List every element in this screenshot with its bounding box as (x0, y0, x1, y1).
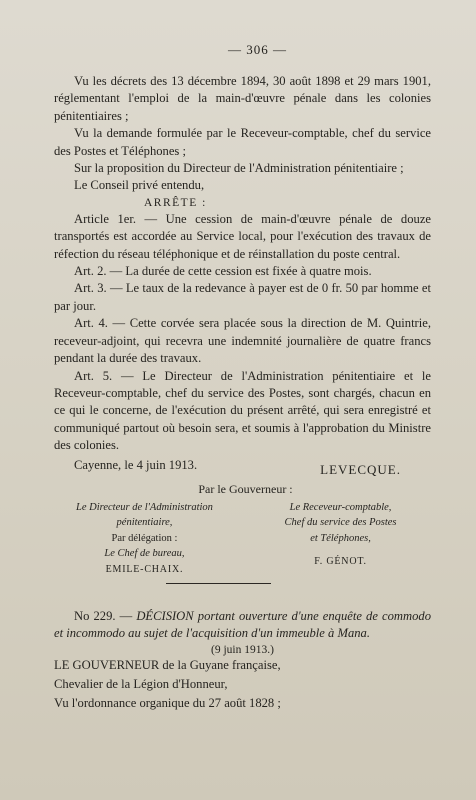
left-signature-block (54, 500, 235, 578)
left-sign-line3: Par délégation : (111, 532, 178, 544)
decision-date: (9 juin 1913.) (211, 644, 274, 657)
decision-title: DÉCISION portant ouverture d'une enquête de commodo et incommodo au sujet de l'acquisition d'un immeuble à Mana. (54, 609, 431, 641)
par-le-gouverneur: Par le Gouverneur : (198, 481, 293, 496)
preamble-demande: Vu la demande formulée par le Receveur-comptable, chef du service des Postes et Téléphones ; (54, 126, 431, 158)
article-5: Art. 5. — Le Directeur de l'Administration pénitentiaire et le Receveur-comptable, chef du service des Postes, sont chargés, chacun en ce qui le concerne, de l'exécution du présent arrêté, qui sera enregistré et communiqué partout où besoin sera, et soumis à l'approbation du Ministre des colonies. (54, 368, 431, 453)
right-sign-line2: Chef du service des Postes (284, 517, 397, 529)
article-4: Art. 4. — Cette corvée sera placée sous la direction de M. Quintrie, receveur-adjoint, qui recevra une indemnité journalière de quatre francs pendant la durée des travaux. (54, 316, 431, 366)
preamble-conseil: Le Conseil privé entendu, (74, 178, 205, 193)
preamble-proposition: Sur la proposition du Directeur de l'Administration pénitentiaire ; (74, 161, 404, 176)
date-place: Cayenne, le 4 juin 1913. (74, 457, 198, 472)
arrete-heading: ARRÊTE : (144, 196, 207, 209)
decision-heading (54, 608, 431, 642)
signature-columns (54, 500, 431, 578)
decision-number: No 229. — (74, 609, 133, 624)
right-signature-block (250, 500, 431, 578)
decision-ordonnance: Vu l'ordonnance organique du 27 août 1828 ; (54, 696, 281, 711)
right-sign-line1: Le Receveur-comptable, (289, 501, 392, 513)
governor-signature: LEVECQUE. (320, 461, 401, 477)
left-sign-line4: Le Chef de bureau, (104, 548, 185, 560)
left-sign-name: EMILE-CHAIX. (105, 563, 184, 575)
preamble-decrets: Vu les décrets des 13 décembre 1894, 30 août 1898 et 29 mars 1901, réglementant l'emploi de la main-d'œuvre pénale dans les colonies pénitentiaires ; (54, 74, 431, 123)
right-sign-name: F. GÉNOT. (314, 556, 367, 568)
left-sign-line2: pénitentiaire, (116, 517, 173, 529)
article-2: Art. 2. — La durée de cette cession est fixée à quatre mois. (74, 264, 372, 279)
page-number: — 306 — (228, 42, 287, 57)
separator-rule (166, 583, 271, 584)
decision-chevalier: Chevalier de la Légion d'Honneur, (54, 677, 228, 692)
article-1: Article 1er. — Une cession de main-d'œuvre pénale de douze transportés est accordée au Service local, pour l'exécution des travaux de réfection du réseau téléphonique et de réinstallation du poste central. (54, 211, 431, 261)
article-3: Art. 3. — Le taux de la redevance à payer est de 0 fr. 50 par homme et par jour. (54, 281, 431, 313)
left-sign-line1: Le Directeur de l'Administration (76, 501, 213, 513)
right-sign-line3: et Téléphones, (310, 532, 371, 544)
decision-governor: LE GOUVERNEUR de la Guyane française, (54, 658, 281, 673)
